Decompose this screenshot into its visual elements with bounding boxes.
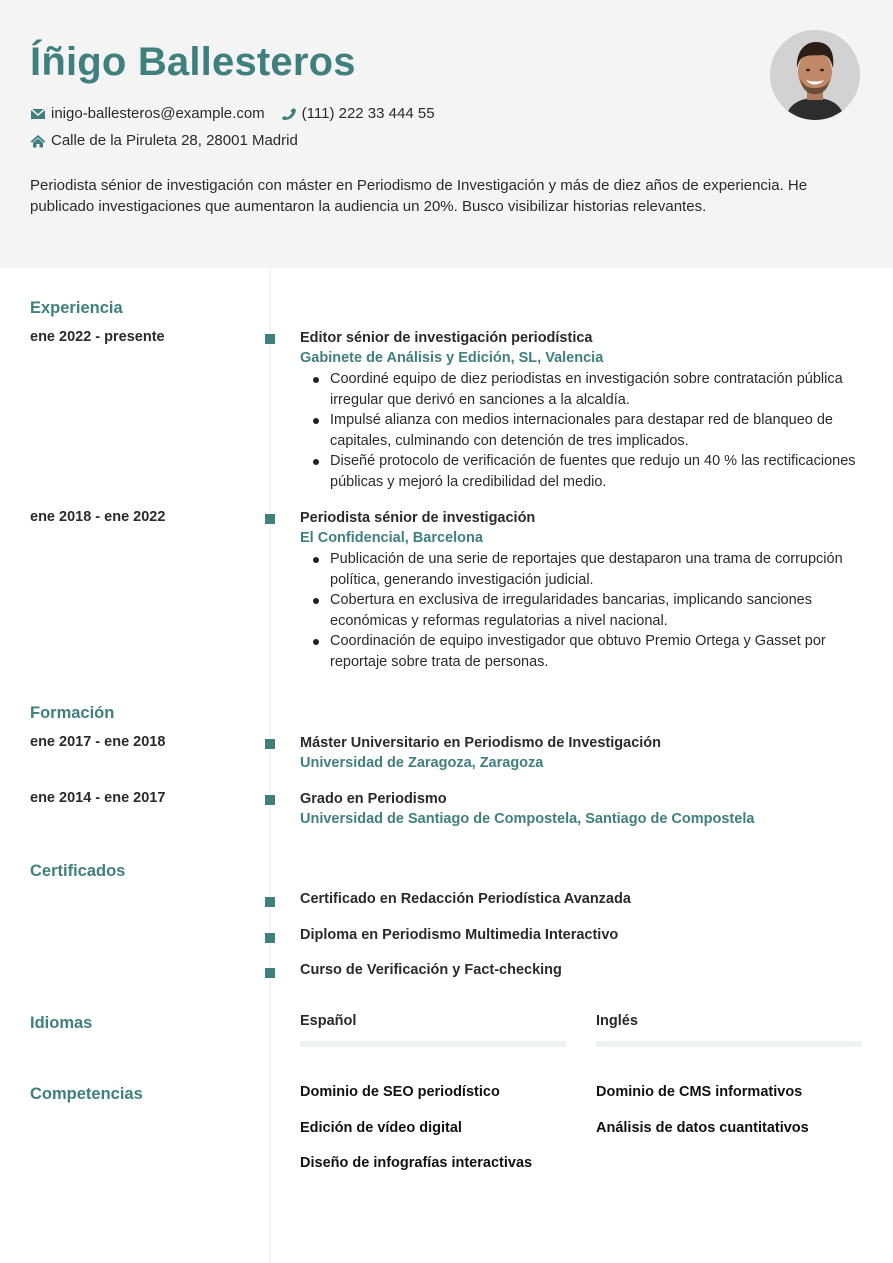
phone-icon — [281, 107, 297, 121]
resume-header — [0, 0, 893, 268]
experience-dates: ene 2018 - ene 2022 — [30, 509, 166, 525]
timeline-marker — [265, 968, 275, 978]
address-contact — [30, 132, 298, 149]
language-level-bar — [300, 1041, 566, 1047]
education-dates: ene 2017 - ene 2018 — [30, 734, 166, 750]
timeline-marker — [265, 897, 275, 907]
email-text[interactable]: inigo-ballesteros@example.com — [51, 105, 265, 122]
skill-item: Análisis de datos cuantitativos — [596, 1120, 809, 1136]
phone-text[interactable]: (111) 222 33 444 55 — [301, 105, 435, 122]
timeline-marker — [265, 514, 275, 524]
language-name: Inglés — [596, 1013, 638, 1029]
column-divider — [269, 268, 271, 1263]
phone-contact — [281, 105, 435, 122]
experience-entry — [300, 508, 870, 673]
achievement-item: Publicación de una serie de reportajes que destaparon una trama de corrupción política, generando investigación judicial. — [300, 549, 870, 590]
contact-row-primary — [30, 105, 451, 122]
achievement-list — [300, 549, 870, 673]
experience-entry — [300, 328, 870, 493]
envelope-icon — [30, 107, 46, 121]
job-title: Periodista sénior de investigación — [300, 510, 536, 526]
address-text: Calle de la Piruleta 28, 28001 Madrid — [51, 132, 298, 149]
employer: Gabinete de Análisis y Edición, SL, Valencia — [300, 350, 604, 366]
section-title-languages: Idiomas — [30, 1014, 93, 1032]
experience-dates: ene 2022 - presente — [30, 329, 165, 345]
skill-item: Dominio de CMS informativos — [596, 1084, 803, 1100]
education-dates: ene 2014 - ene 2017 — [30, 790, 166, 806]
skill-item: Diseño de infografías interactivas — [300, 1155, 533, 1171]
section-title-experience: Experiencia — [30, 299, 123, 317]
skill-item: Edición de vídeo digital — [300, 1120, 462, 1136]
language-name: Español — [300, 1013, 357, 1029]
achievement-item: Diseñé protocolo de verificación de fuentes que redujo un 40 % las rectificaciones públicas y mejoró la credibilidad del medio. — [300, 451, 870, 492]
skill-item: Dominio de SEO periodístico — [300, 1084, 500, 1100]
profile-summary: Periodista sénior de investigación con máster en Periodismo de Investigación y más de diez años de experiencia. He publicado investigaciones que aumentaron la audiencia un 20%. Busco visibilizar historias relevantes. — [30, 177, 808, 215]
certificate-item: Curso de Verificación y Fact-checking — [300, 962, 562, 978]
section-title-skills: Competencias — [30, 1085, 143, 1103]
achievement-list — [300, 369, 870, 493]
certificate-item: Certificado en Redacción Periodística Avanzada — [300, 891, 631, 907]
institution: Universidad de Zaragoza, Zaragoza — [300, 755, 544, 771]
education-entry — [300, 789, 870, 830]
timeline-marker — [265, 334, 275, 344]
home-icon — [30, 134, 46, 148]
language-level-bar — [596, 1041, 862, 1047]
contact-row-address — [30, 132, 314, 149]
avatar-illustration — [770, 30, 860, 120]
job-title: Editor sénior de investigación periodística — [300, 330, 593, 346]
email-contact — [30, 105, 265, 122]
employer: El Confidencial, Barcelona — [300, 530, 483, 546]
institution: Universidad de Santiago de Compostela, Santiago de Compostela — [300, 811, 755, 827]
degree-title: Máster Universitario en Periodismo de Investigación — [300, 735, 661, 751]
education-entry — [300, 733, 870, 774]
achievement-item: Coordiné equipo de diez periodistas en investigación sobre contratación pública irregular que derivó en sanciones a la alcaldía. — [300, 369, 870, 410]
section-title-education: Formación — [30, 704, 115, 722]
timeline-marker — [265, 739, 275, 749]
achievement-item: Coordinación de equipo investigador que obtuvo Premio Ortega y Gasset por reportaje sobre trata de personas. — [300, 631, 870, 672]
profile-photo — [770, 30, 860, 120]
degree-title: Grado en Periodismo — [300, 791, 447, 807]
timeline-marker — [265, 933, 275, 943]
timeline-marker — [265, 795, 275, 805]
achievement-item: Impulsé alianza con medios internacionales para destapar red de blanqueo de capitales, culminando con detención de tres implicados. — [300, 410, 870, 451]
certificate-item: Diploma en Periodismo Multimedia Interactivo — [300, 927, 619, 943]
candidate-name: Íñigo Ballesteros — [30, 40, 356, 84]
section-title-certificates: Certificados — [30, 862, 126, 880]
achievement-item: Cobertura en exclusiva de irregularidades bancarias, implicando sanciones económicas y reformas regulatorias a nivel nacional. — [300, 590, 870, 631]
